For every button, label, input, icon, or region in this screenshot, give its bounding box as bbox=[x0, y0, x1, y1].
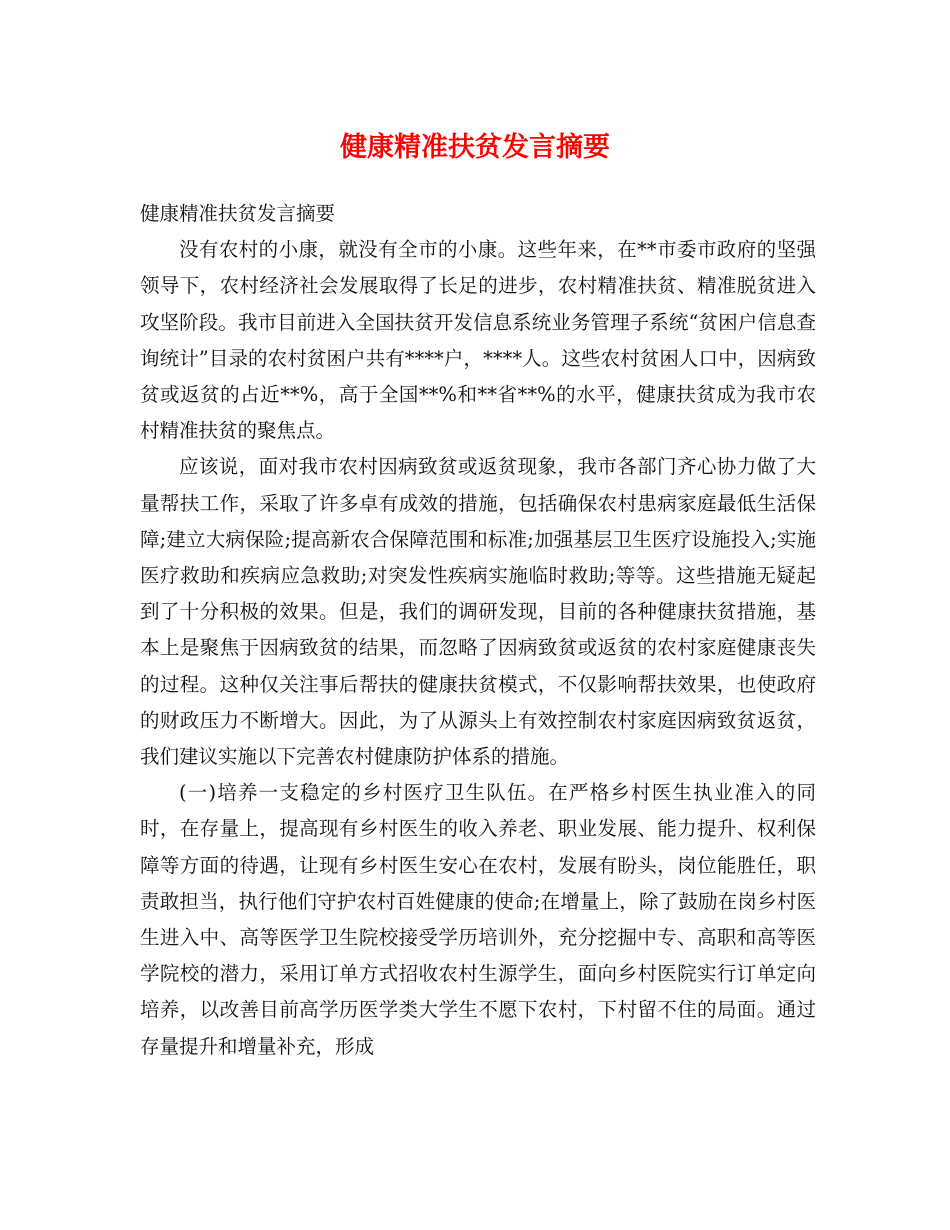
document-subtitle: 健康精准扶贫发言摘要 bbox=[140, 202, 336, 225]
paragraph-2: 应该说，面对我市农村因病致贫或返贫现象，我市各部门齐心协力做了大量帮扶工作，采取了许多卓有成效的措施，包括确保农村患病家庭最低生活保障;建立大病保险;提高新农合保障范围和标准;加强基层卫生医疗设施投入;实施医疗救助和疾病应急救助;对突发性疾病实施临时救助;等等。这些措施无疑起到了十分积极的效果。但是，我们的调研发现，目前的各种健康扶贫措施，基本上是聚焦于因病致贫的结果，而忽略了因病致贫或返贫的农村家庭健康丧失的过程。这种仅关注事后帮扶的健康扶贫模式，不仅影响帮扶效果，也使政府的财政压力不断增大。因此，为了从源头上有效控制农村家庭因病致贫返贫，我们建议实施以下完善农村健康防护体系的措施。 bbox=[140, 455, 816, 769]
paragraph-3: (一)培养一支稳定的乡村医疗卫生队伍。在严格乡村医生执业准入的同时，在存量上，提高现有乡村医生的收入养老、职业发展、能力提升、权利保障等方面的待遇，让现有乡村医生安心在农村，发展有盼头，岗位能胜任，职责敢担当，执行他们守护农村百姓健康的使命;在增量上，除了鼓励在岗乡村医生进入中、高等医学卫生院校接受学历培训外，充分挖掘中专、高职和高等医学院校的潜力，采用订单方式招收农村生源学生，面向乡村医院实行订单定向培养，以改善目前高学历医学类大学生不愿下农村，下村留不住的局面。通过存量提升和增量补充，形成 bbox=[140, 781, 816, 1058]
document-title: 健康精准扶贫发言摘要 bbox=[340, 132, 610, 163]
paragraph-1: 没有农村的小康，就没有全市的小康。这些年来，在**市委市政府的坚强领导下，农村经济社会发展取得了长足的进步，农村精准扶贫、精准脱贫进入攻坚阶段。我市目前进入全国扶贫开发信息系统业务管理子系统“贫困户信息查询统计”目录的农村贫困户共有****户，****人。这些农村贫困人口中，因病致贫或返贫的占近**%，高于全国**%和**省**%的水平，健康扶贫成为我市农村精准扶贫的聚焦点。 bbox=[140, 238, 816, 443]
document-body bbox=[140, 196, 816, 1065]
